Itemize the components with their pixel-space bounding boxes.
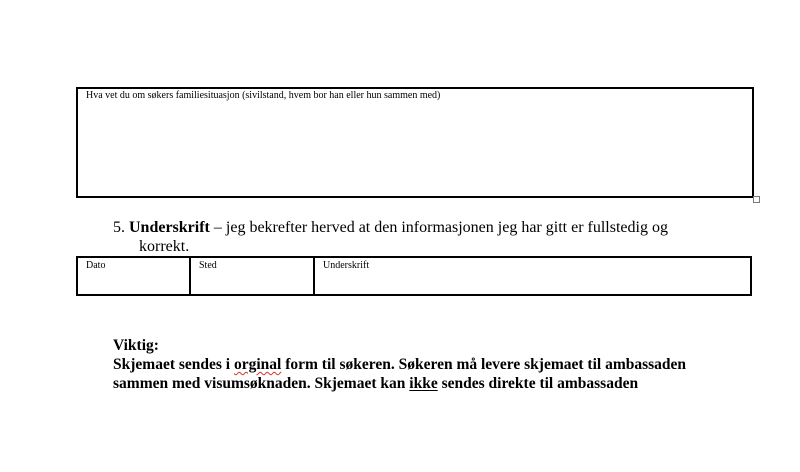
section-text-line1: – jeg bekrefter herved at den informasjonen jeg har gitt er fullstedig og: [209, 219, 668, 236]
underlined-word: ikke: [409, 375, 438, 392]
place-field[interactable]: [191, 258, 315, 294]
family-situation-field[interactable]: [76, 87, 754, 198]
section-number: 5.: [113, 219, 125, 236]
signature-field[interactable]: [315, 258, 750, 294]
important-line-2: [113, 374, 753, 393]
date-label: Dato: [86, 260, 106, 271]
date-field[interactable]: [78, 258, 191, 294]
important-heading: Viktig:: [113, 337, 159, 354]
important-notice: [113, 336, 753, 393]
important-text: form til søkeren. Søkeren må levere skjemaet til ambassaden: [281, 356, 687, 373]
place-label: Sted: [199, 260, 217, 271]
section-title: Underskrift: [129, 219, 210, 236]
table-resize-handle[interactable]: [753, 196, 760, 203]
important-line-1: [113, 355, 753, 374]
important-text: Skjemaet sendes i: [113, 356, 234, 373]
signature-label: Underskrift: [323, 260, 370, 271]
important-text: sammen med visumsøknaden. Skjemaet kan: [113, 375, 410, 392]
family-situation-label: Hva vet du om søkers familiesituasjon (sivilstand, hvem bor han eller hun sammen med): [86, 90, 441, 101]
misspelled-word[interactable]: orginal: [233, 356, 282, 373]
important-text: sendes direkte til ambassaden: [437, 375, 639, 392]
section-5-signature: [113, 218, 733, 256]
section-text-line2: korrekt.: [139, 238, 190, 255]
signature-table: [76, 256, 752, 296]
